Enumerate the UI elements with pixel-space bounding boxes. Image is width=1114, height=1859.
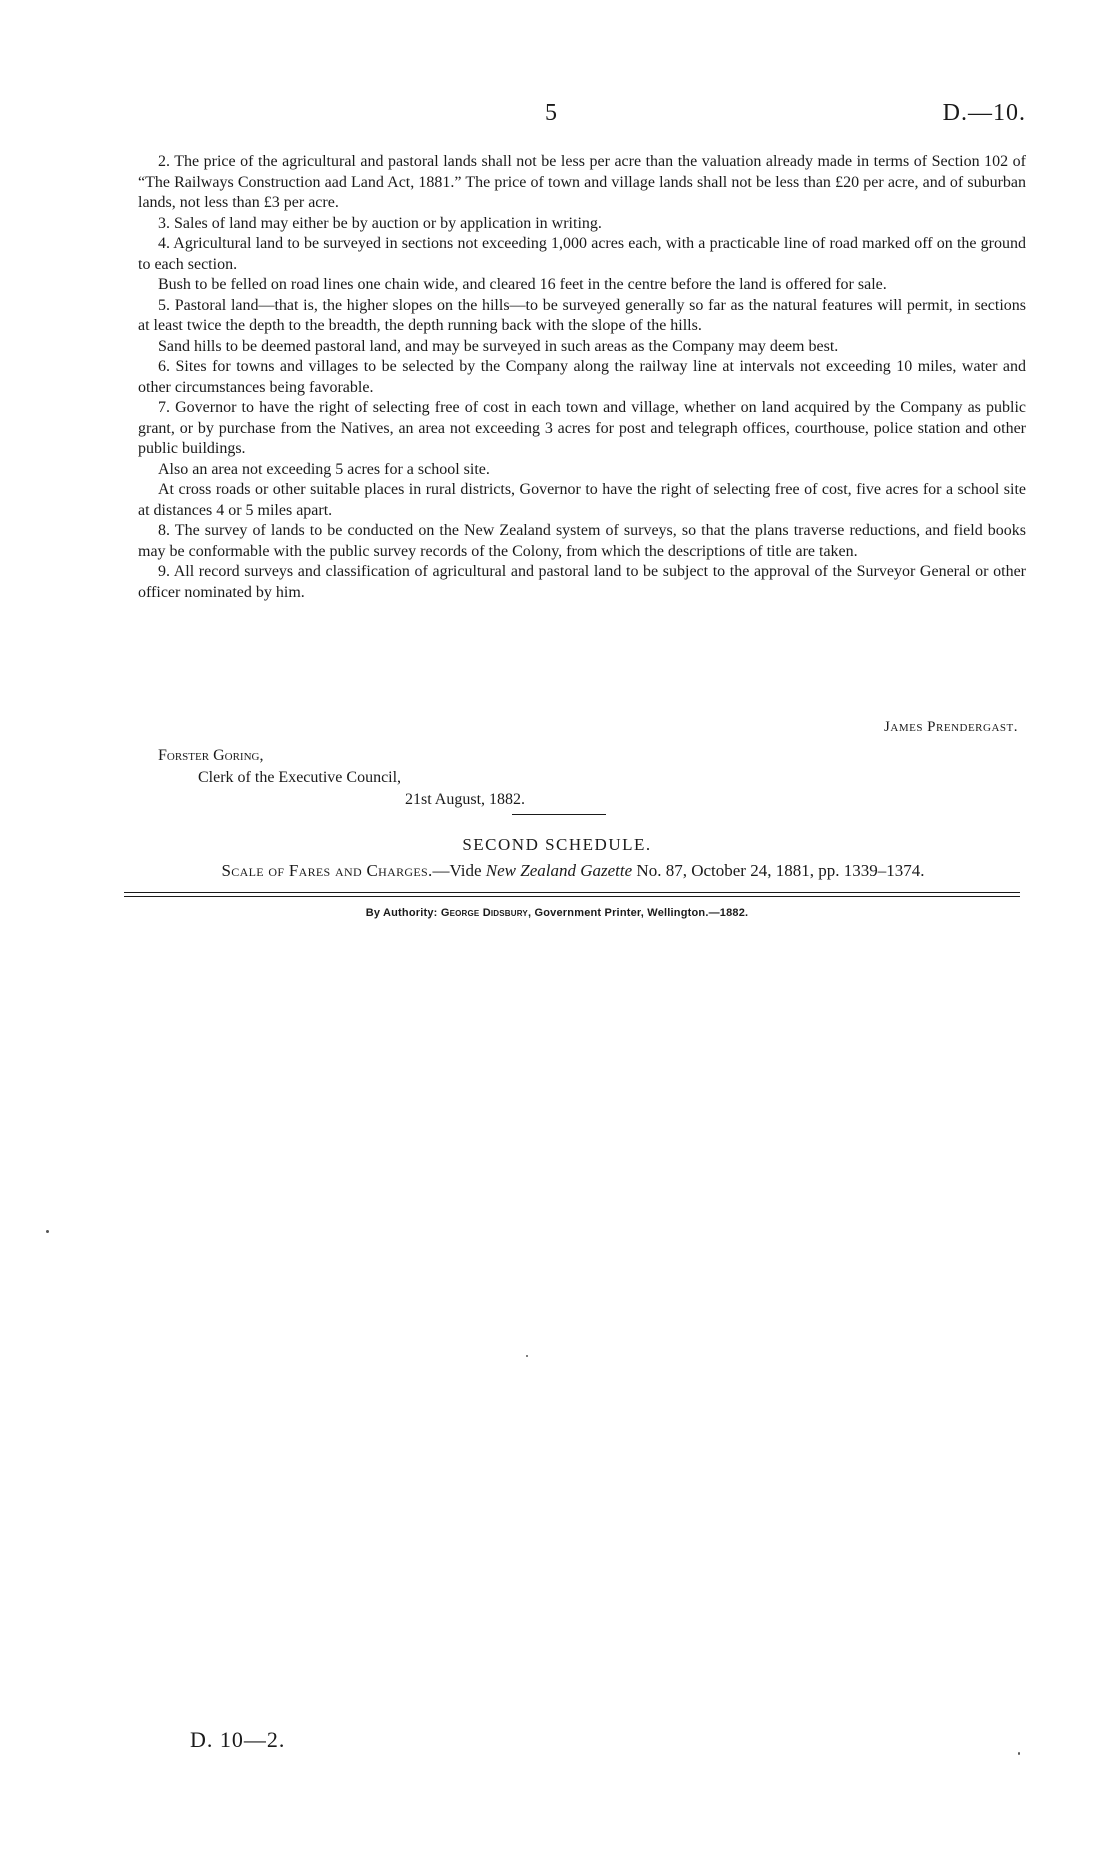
paragraph: 3. Sales of land may either be by auction or by application in writing. — [158, 214, 602, 232]
paper-speck — [1018, 1752, 1020, 1755]
document-reference: D.—10. — [942, 100, 1026, 126]
paragraph: Also an area not exceeding 5 acres for a school site. — [158, 460, 490, 478]
paragraph: At cross roads or other suitable places in rural districts, Governor to have the right of selecting free of cost, five acres for a school site at distances 4 or 5 miles apart. — [138, 481, 1026, 519]
paragraph: 5. Pastoral land—that is, the higher slopes on the hills—to be surveyed generally so far as the natural features will permit, in sections at least twice the depth to the breadth, the depth running back with the slope of the hills. — [138, 296, 1026, 334]
schedule-line — [123, 861, 1023, 881]
paragraph: 7. Governor to have the right of selecting free of cost in each town and village, whether on land acquired by the Company as public grant, or by purchase from the Natives, an area not exceeding 3 acres for post and telegraph offices, courthouse, police station and other public buildings. — [138, 399, 1026, 457]
schedule-title: SECOND SCHEDULE. — [462, 835, 652, 854]
signatory-name: James Prendergast. — [884, 719, 1018, 735]
paragraph: Sand hills to be deemed pastoral land, and may be surveyed in such areas as the Company may deem best. — [158, 337, 839, 355]
gazette-title: New Zealand Gazette — [485, 861, 633, 880]
attestor-name: Forster Goring, — [158, 747, 264, 764]
paragraph: Bush to be felled on road lines one chain wide, and cleared 16 feet in the centre before the land is offered for sale. — [158, 276, 887, 293]
schedule-label: Scale of Fares and Charges. — [221, 861, 433, 880]
printer-name: George Didsbury — [440, 907, 528, 919]
imprint-rule-bottom — [124, 896, 1020, 897]
schedule-vide: Vide — [449, 861, 486, 880]
paper-speck — [46, 1230, 49, 1233]
paragraph: 2. The price of the agricultural and pastoral lands shall not be less per acre than the valuation already made in terms of Section 102 of “The Railways Construction aad Land Act, 1881.” The price of town and village lands shall not be less than £20 per acre, and of suburban lands, not less than £3 per acre. — [138, 153, 1026, 211]
gazette-details: No. 87, October 24, 1881, pp. 1339–1374. — [632, 861, 925, 880]
signature-mark: D. 10—2. — [190, 1727, 286, 1752]
section-divider — [512, 814, 606, 815]
paragraph: 8. The survey of lands to be conducted on the New Zealand system of surveys, so that the plans traverse reductions, and field books may be conformable with the public survey records of the Colony, from which the descriptions of title are taken. — [138, 522, 1026, 560]
imprint-rule-top — [124, 892, 1020, 893]
paragraph: 4. Agricultural land to be surveyed in sections not exceeding 1,000 acres each, with a practicable line of road marked off on the ground to each section. — [138, 235, 1026, 273]
page-number: 5 — [545, 100, 558, 126]
paragraph: 6. Sites for towns and villages to be selected by the Company along the railway line at intervals not exceeding 10 miles, water and other circumstances being favorable. — [138, 358, 1026, 396]
paragraph: 9. All record surveys and classification of agricultural and pastoral land to be subject to the approval of the Surveyor General or other officer nominated by him. — [138, 563, 1026, 601]
imprint-prefix: By Authority: — [365, 907, 441, 919]
document-body — [138, 152, 1026, 603]
attestation-date: 21st August, 1882. — [405, 791, 526, 808]
attestor-role: Clerk of the Executive Council, — [198, 769, 402, 786]
imprint-suffix: , Government Printer, Wellington.—1882. — [527, 907, 749, 919]
printer-imprint — [0, 907, 1114, 919]
paper-speck — [526, 1355, 528, 1357]
schedule-dash: — — [432, 861, 450, 880]
